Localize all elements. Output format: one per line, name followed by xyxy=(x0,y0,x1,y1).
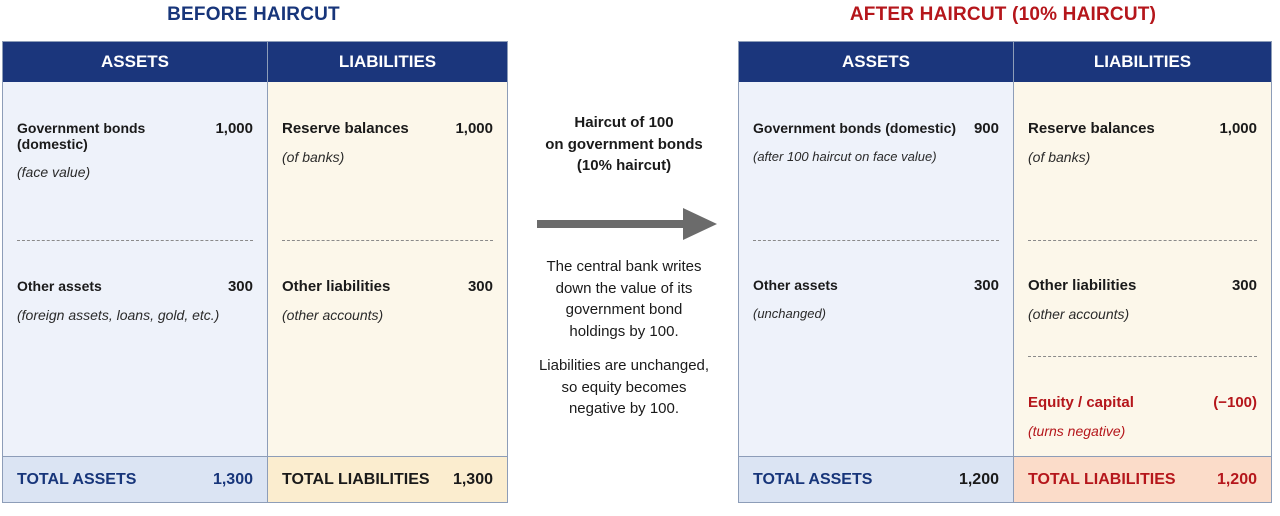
before-liabilities-column xyxy=(267,42,507,502)
item-note: (other accounts) xyxy=(282,307,384,323)
item-value: 300 xyxy=(467,278,493,295)
after-liability-other-liabilities xyxy=(1028,277,1257,322)
haircut-heading xyxy=(524,112,724,177)
paragraph-line: down the value of its xyxy=(555,279,693,297)
total-label: TOTAL ASSETS xyxy=(17,470,137,488)
divider xyxy=(753,240,999,241)
item-value: 1,000 xyxy=(1219,120,1257,137)
item-value: (−100) xyxy=(1213,394,1257,411)
divider xyxy=(1028,240,1257,241)
heading-line: Haircut of 100 xyxy=(574,114,674,131)
before-balance-sheet xyxy=(2,41,508,503)
after-balance-sheet xyxy=(738,41,1272,503)
divider xyxy=(282,240,493,241)
paragraph-line: government bond xyxy=(565,301,683,318)
before-haircut-title: BEFORE HAIRCUT xyxy=(167,4,340,25)
item-value: 300 xyxy=(227,278,253,295)
total-value: 1,300 xyxy=(452,470,493,488)
before-asset-other-assets xyxy=(17,278,253,323)
paragraph-line: The central bank writes xyxy=(546,258,702,275)
paragraph-line: holdings by 100. xyxy=(569,322,679,340)
paragraph-line: negative by 100. xyxy=(568,400,680,417)
after-assets-column xyxy=(739,42,1013,502)
total-value: 1,300 xyxy=(212,470,253,488)
item-label: Equity / capital xyxy=(1028,394,1134,411)
before-assets-header: ASSETS xyxy=(3,42,267,82)
item-value: 900 xyxy=(973,120,999,137)
item-value: 300 xyxy=(973,277,999,294)
total-value: 1,200 xyxy=(958,470,999,488)
after-liabilities-header: LIABILITIES xyxy=(1014,42,1271,82)
item-value: 300 xyxy=(1231,277,1257,294)
after-asset-other-assets xyxy=(753,277,999,321)
item-label: Other liabilities xyxy=(1028,277,1137,294)
after-liability-reserve-balances xyxy=(1028,120,1257,165)
before-liabilities-header: LIABILITIES xyxy=(268,42,507,82)
item-label: Other assets xyxy=(17,278,102,294)
item-note: (other accounts) xyxy=(1028,306,1130,322)
explanation-paragraph-equity xyxy=(524,355,724,420)
after-total-liabilities xyxy=(1014,456,1271,502)
item-note: (face value) xyxy=(17,164,91,180)
after-assets-header: ASSETS xyxy=(739,42,1013,82)
before-total-assets xyxy=(3,456,267,502)
before-liability-reserve-balances xyxy=(282,120,493,165)
paragraph-line: so equity becomes xyxy=(561,378,687,396)
item-label: Other liabilities xyxy=(282,278,391,295)
item-note: (turns negative) xyxy=(1028,423,1126,439)
item-note: (of banks) xyxy=(1028,149,1091,165)
after-haircut-title: AFTER HAIRCUT (10% HAIRCUT) xyxy=(849,4,1157,25)
heading-line: (10% haircut) xyxy=(576,157,672,174)
item-note: (after 100 haircut on face value) xyxy=(753,149,937,164)
after-liability-equity-capital xyxy=(1028,394,1257,439)
item-label: Government bonds (domestic) xyxy=(17,120,146,152)
total-value: 1,200 xyxy=(1216,470,1257,488)
total-label: TOTAL LIABILITIES xyxy=(282,470,430,488)
total-label: TOTAL LIABILITIES xyxy=(1028,470,1176,488)
divider xyxy=(1028,356,1257,357)
total-label: TOTAL ASSETS xyxy=(753,470,873,488)
item-note: (foreign assets, loans, gold, etc.) xyxy=(17,307,220,323)
divider xyxy=(17,240,253,241)
after-total-assets xyxy=(739,456,1013,502)
item-value: 1,000 xyxy=(455,120,493,137)
item-label: Reserve balances xyxy=(282,120,409,137)
paragraph-line: Liabilities are unchanged, xyxy=(538,357,710,374)
before-liability-other-liabilities xyxy=(282,278,493,323)
item-note: (of banks) xyxy=(282,149,345,165)
after-asset-government-bonds xyxy=(753,120,999,164)
item-value: 1,000 xyxy=(215,120,253,137)
heading-line: on government bonds xyxy=(545,135,703,153)
before-assets-column xyxy=(3,42,267,502)
right-arrow-icon xyxy=(537,206,717,242)
item-label: Government bonds (domestic) xyxy=(753,120,957,136)
before-asset-government-bonds xyxy=(17,120,253,180)
after-liabilities-column xyxy=(1013,42,1271,502)
item-label: Other assets xyxy=(753,277,838,293)
before-total-liabilities xyxy=(268,456,507,502)
item-note: (unchanged) xyxy=(753,306,826,321)
explanation-paragraph-writedown xyxy=(524,256,724,342)
item-label: Reserve balances xyxy=(1028,120,1155,137)
